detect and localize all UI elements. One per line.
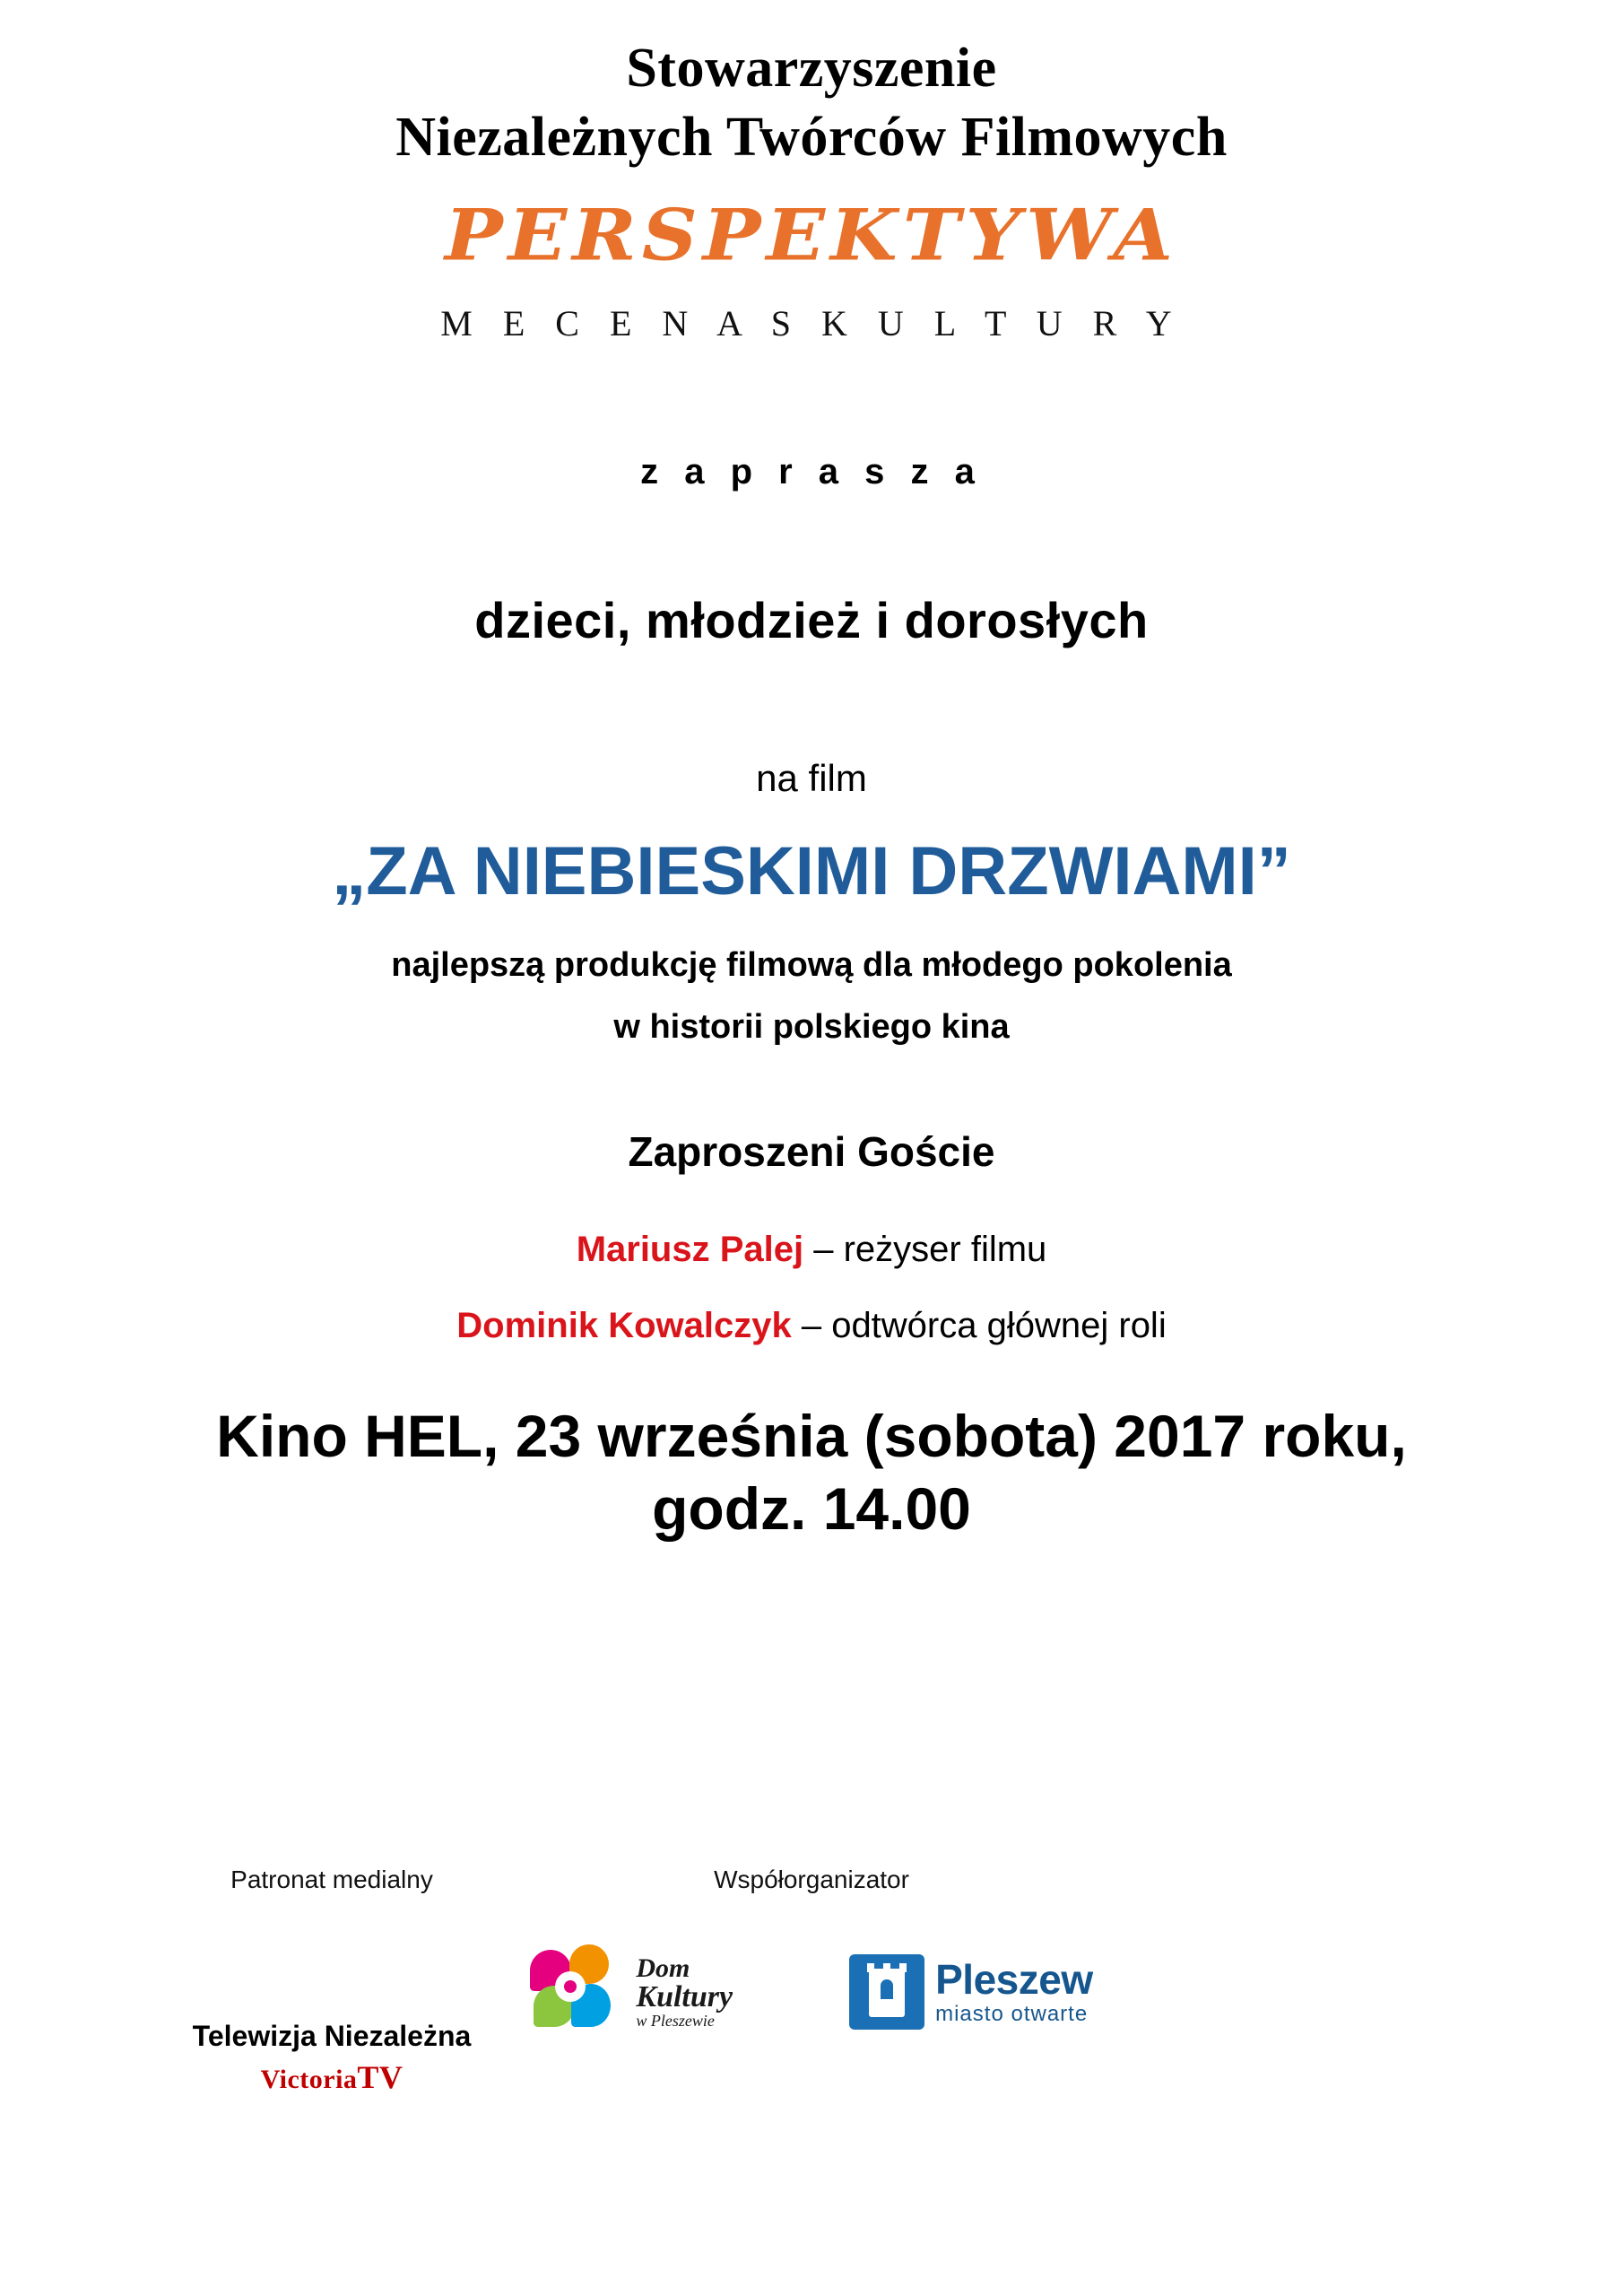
poster-footer [0, 1866, 1623, 2161]
brand-wordmark: PERSPEKTYWA [445, 194, 1178, 278]
film-subtitle-line-1: najlepszą produkcję filmową dla młodego pokolenia [391, 946, 1232, 985]
pleszew-wordmark [935, 1955, 1093, 2026]
dom-kultury-line-1: Dom [636, 1952, 690, 1983]
guests-heading: Zaproszeni Goście [628, 1128, 995, 1176]
venue-date: , 23 września (sobota) 2017 roku, [482, 1403, 1407, 1470]
venue-and-date [54, 1400, 1569, 1544]
association-line-1: Stowarzyszenie [626, 38, 997, 99]
guest-role: – reżyser filmu [803, 1230, 1047, 1270]
guest-name: Dominik Kowalczyk [456, 1306, 792, 1346]
pleszew-tagline: miasto otwarte [935, 2001, 1089, 2026]
association-line-2: Niezależnych Twórców Filmowych [395, 107, 1228, 169]
victoria-tv-suffix: TV [357, 2059, 404, 2095]
dom-kultury-line-3: w Pleszewie [636, 2011, 715, 2030]
guest-name: Mariusz Palej [576, 1230, 804, 1270]
media-patron-name: Telewizja Niezależna [192, 2020, 472, 2052]
coorganizer-label: Współorganizator [714, 1866, 909, 1893]
guest-role: – odtwórca głównej roli [791, 1306, 1167, 1346]
venue-time: godz. 14.00 [652, 1474, 971, 1542]
dom-kultury-mark-icon [530, 1944, 629, 2039]
dom-kultury-line-2: Kultury [636, 1979, 733, 2013]
for-film-label: na film [756, 757, 867, 800]
pleszew-tower-icon [849, 1954, 924, 2030]
victoria-tv-logo [108, 2058, 556, 2096]
film-title: „ZA NIEBIESKIMI DRZWIAMI” [332, 833, 1291, 910]
invites-text: z a p r a s z a [640, 452, 983, 492]
film-subtitle-line-2: w historii polskiego kina [613, 1008, 1010, 1047]
dom-kultury-logo [530, 1944, 733, 2039]
coorganizer-logos [444, 1944, 1179, 2039]
brand-tagline: M E C E N A S K U L T U R Y [440, 303, 1183, 344]
victoria-tv-word: Victoria [260, 2065, 358, 2094]
pleszew-logo [849, 1954, 1093, 2030]
pleszew-name: Pleszew [935, 1955, 1093, 2003]
audience-text: dzieci, młodzież i dorosłych [474, 592, 1149, 649]
guest-row [54, 1306, 1569, 1346]
dom-kultury-wordmark [636, 1952, 733, 2030]
media-patron-label: Patronat medialny [230, 1866, 433, 1893]
coorganizer-block [444, 1866, 1179, 2039]
guest-row [54, 1230, 1569, 1270]
venue-name: Kino HEL [216, 1403, 483, 1470]
